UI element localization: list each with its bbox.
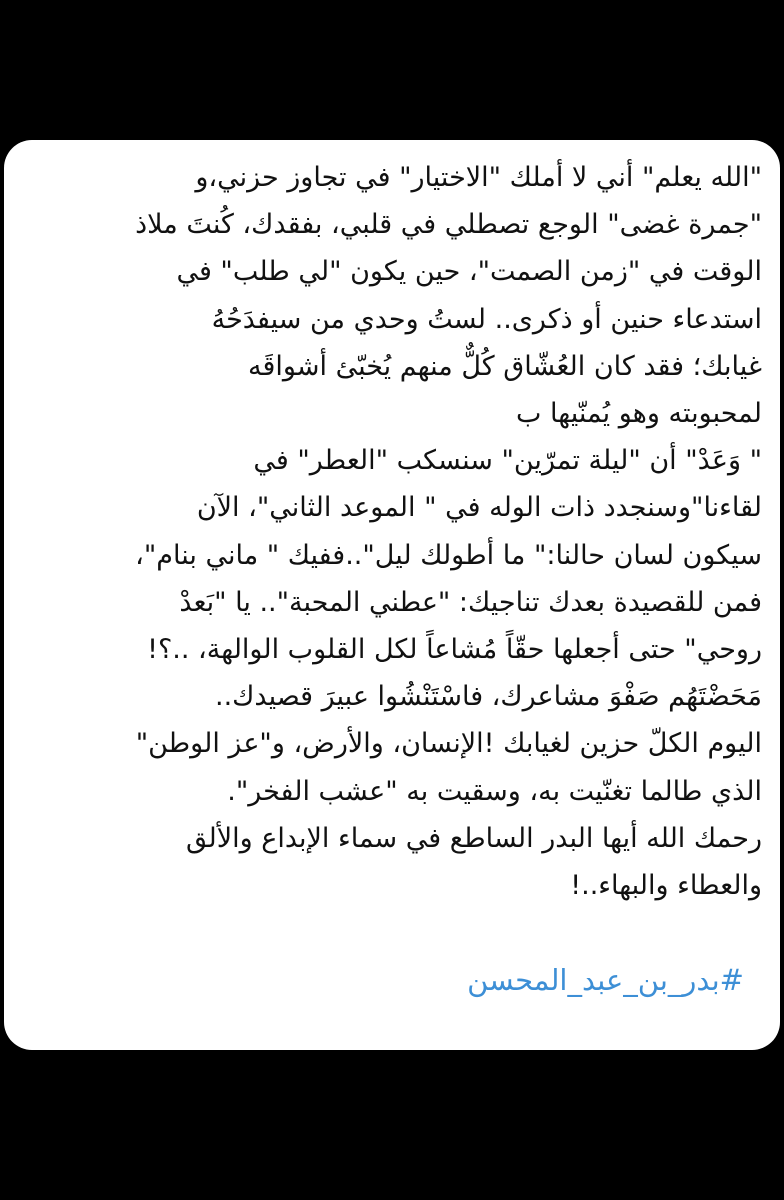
post-line: مَحَضْتَهُم صَفْوَ مشاعرك، فاسْتَنْشُوا عبيرَ قصيدك.. <box>214 681 762 713</box>
post-line: "الله يعلم" أني لا أملك "الاختيار" في تجاوز حزني،و <box>195 162 762 193</box>
post-line: "جمرة غضى" الوجع تصطلي في قلبي، بفقدك، كُنتَ ملاذ <box>135 209 762 241</box>
post-card <box>4 140 780 1050</box>
hashtag-link[interactable]: #بدر_بن_عبد_المحسن <box>467 963 744 997</box>
post-line: سيكون لسان حالنا:" ما أطولك ليل"..ففيك " ماني بنام"، <box>135 539 762 571</box>
post-line: لقاءنا"وسنجدد ذات الوله في " الموعد الثاني"، الآن <box>196 492 762 524</box>
post-line: فمن للقصيدة بعدك تناجيك: "عطني المحبة".. يا "بَعدْ <box>179 586 762 618</box>
post-line: الوقت في "زمن الصمت"، حين يكون "لي طلب" في <box>176 256 762 288</box>
post-text <box>24 154 762 909</box>
post-line: اليوم الكلّ حزين لغيابك !الإنسان، والأرض، و"عز الوطن" <box>135 728 762 760</box>
post-line: رحمك الله أيها البدر الساطع في سماء الإبداع والألق <box>185 822 762 854</box>
post-line: والعطاء والبهاء..! <box>570 870 762 902</box>
post-line: الذي طالما تغنّيت به، وسقيت به "عشب الفخر". <box>227 775 762 807</box>
post-line: استدعاء حنين أو ذكرى.. لستُ وحدي من سيفدَحُهُ <box>211 303 762 335</box>
post-line: غيابك؛ فقد كان العُشّاق كُلٌّ منهم يُخبّئ أشواقَه <box>248 350 762 382</box>
post-line: " وَعَدْ" أن "ليلة تمرّين" سنسكب "العطر" في <box>253 445 762 477</box>
post-line: روحي" حتى أجعلها حقّاً مُشاعاً لكل القلوب الوالهة، ..؟! <box>147 634 762 666</box>
post-line: لمحبوبته وهو يُمنّيها ب <box>516 398 762 430</box>
